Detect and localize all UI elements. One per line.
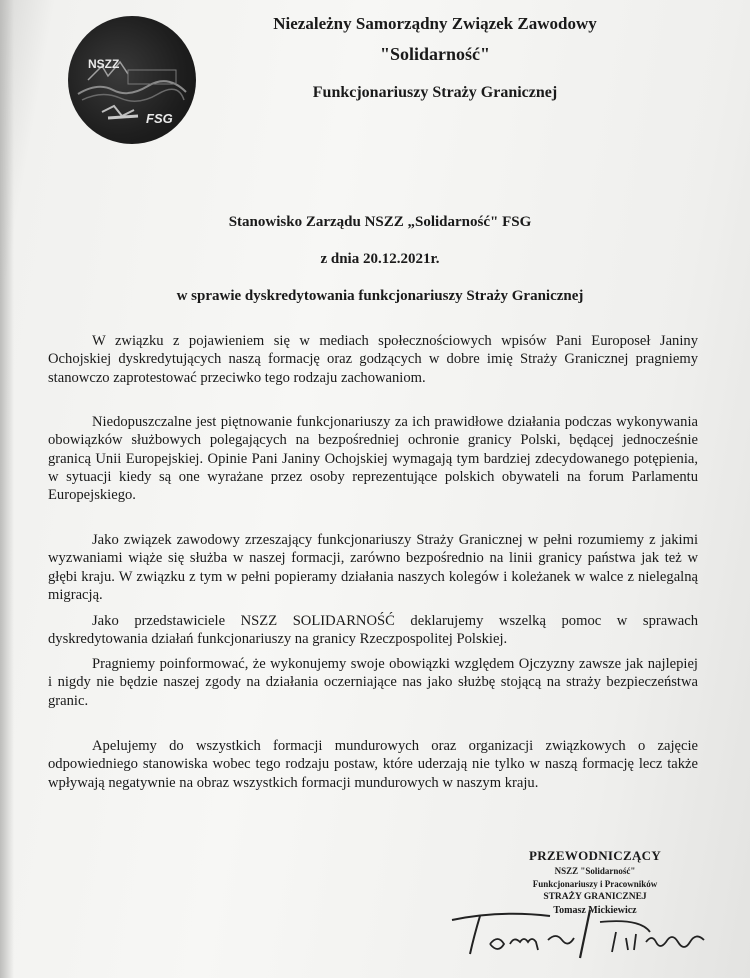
paragraph-text: Niedopuszczalne jest piętnowanie funkcjonariuszy za ich prawidłowe działania podczas wykonywania obowiązków służbowych polegających na bezpośredniej ochronie granicy Polski, będącej jednocześnie granicą Unii Europejskiej. Opinie Pani Janiny Ochojskiej wymagają tym bardziej zdecydowanego potępienia, w sytuacji kiedy są one wyrażane przez osoby reprezentujące polskich obywateli na forum Parlamentu Europejskiego. [48,414,698,504]
paragraph-text: Jako przedstawiciele NSZZ SOLIDARNOŚĆ deklarujemy wszelką pomoc w sprawach dyskredytowania działań funkcjonariuszy na granicy Rzeczpospolitej Polskiej. [48,613,698,648]
signature-org-line-2: Funkcjonariuszy i Pracowników [532,879,658,889]
document-subject: w sprawie dyskredytowania funkcjonariuszy Straży Granicznej [176,288,584,304]
paragraph [48,612,698,649]
logo-emblem [68,16,196,144]
paragraph-text: Pragniemy poinformować, że wykonujemy swoje obowiązki względem Ojczyzny zawsze jak najlepiej i nigdy nie będzie naszej zgody na działania oczerniające nas jako służbę stojącą na straży bezpieczeństwa granic. [48,656,698,709]
signature-org-line-3: STRAŻY GRANICZNEJ [543,892,647,902]
paragraph-text: W związku z pojawieniem się w mediach społecznościowych wpisów Pani Europoseł Janiny Ochojskiej dyskredytujących naszą formację oraz godzących w dobre imię Straży Granicznej pragniemy stanowczo zaprotestować przeciwko tego rodzaju zachowaniom. [48,333,698,386]
paragraph-text: Apelujemy do wszystkich formacji mundurowych oraz organizacji związkowych o zajęcie odpowiedniego stanowiska wobec tego rodzaju postaw, które uderzają nie tylko w naszą formację lecz także wpływają negatywnie na obraz wszystkich formacji mundurowych w naszym kraju. [48,738,698,791]
handwritten-signature [440,892,730,972]
signature-org-line-1: NSZZ "Solidarność" [554,866,636,876]
header-line-2: "Solidarność" [379,44,490,64]
paragraph [48,531,698,604]
union-logo [68,16,196,144]
document-title: Stanowisko Zarządu NSZZ „Solidarność" FSG [228,214,532,230]
paragraph [48,332,698,387]
logo-fsg-text: FSG [146,111,173,126]
header-line-1: Niezależny Samorządny Związek Zawodowy [273,14,597,33]
header-line-3: Funkcjonariuszy Straży Granicznej [312,84,558,101]
signature-name: Tomasz Mickiewicz [553,905,637,916]
document-date: z dnia 20.12.2021r. [320,251,440,267]
paragraph [48,655,698,710]
paragraph [48,737,698,792]
paragraph-text: Jako związek zawodowy zrzeszający funkcjonariuszy Straży Granicznej w pełni rozumiemy z jakimi wyzwaniami wiąże się służba w naszej formacji, zarówno bezpośrednio na linii granicy państwa jak też w głębi kraju. W związku z tym w pełni popieramy działania naszych kolegów i koleżanek w walce z nielegalną migracją. [48,532,698,603]
logo-nszz-text: NSZZ [88,57,120,71]
signature-role: PRZEWODNICZĄCY [528,848,662,863]
paragraph [48,413,698,504]
